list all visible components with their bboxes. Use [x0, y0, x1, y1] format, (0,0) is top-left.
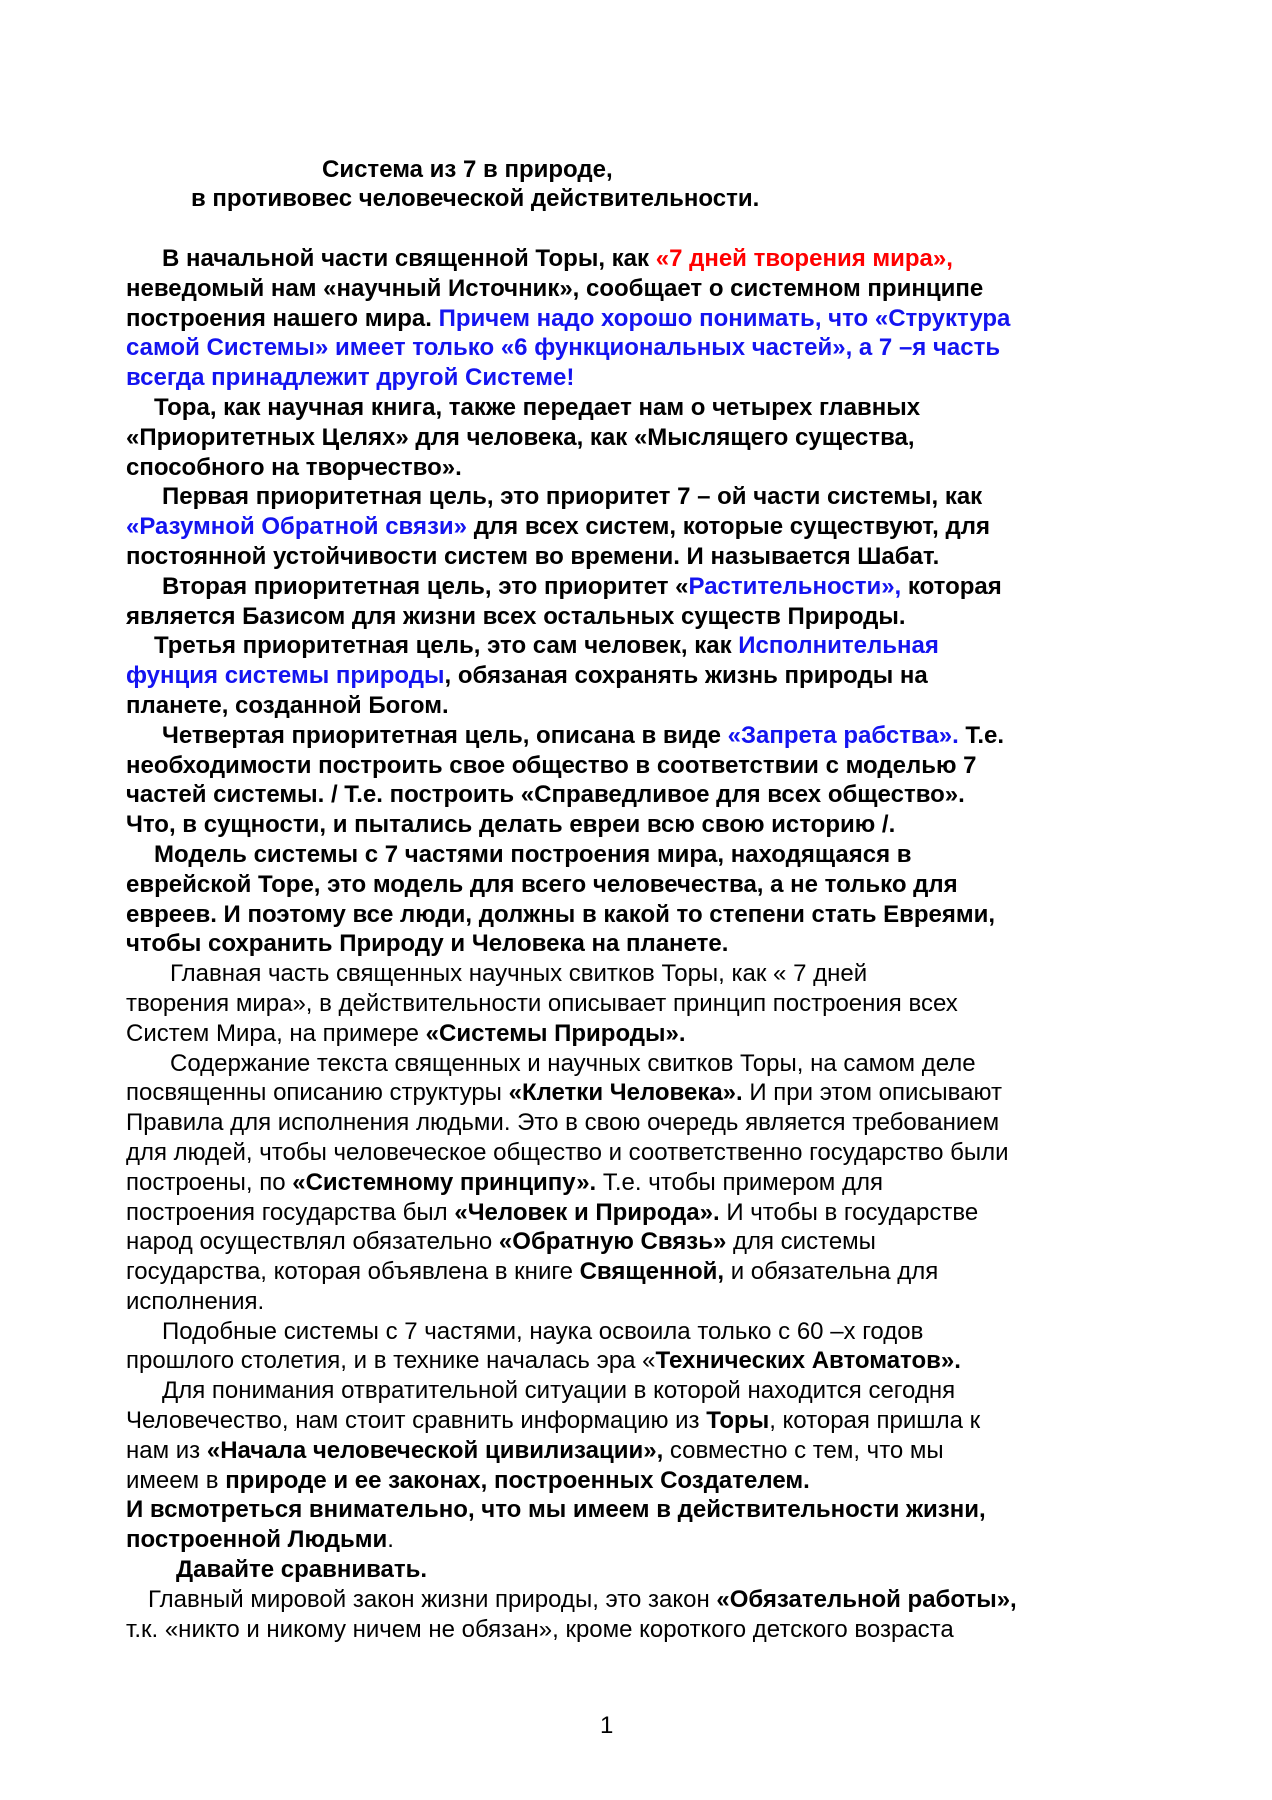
document-title-line-2: в противовес человеческой действительности.	[191, 185, 760, 212]
blue-highlight-text: Исполнительная	[738, 632, 939, 660]
text-line	[126, 1495, 1226, 1525]
bold-text: планете, созданной Богом.	[126, 691, 449, 719]
text-line	[126, 840, 1226, 870]
text-line	[126, 1585, 1226, 1615]
red-highlight-text: «7 дней творения мира»,	[655, 245, 953, 272]
bold-text: природе и ее законах, построенных Создателем.	[225, 1466, 810, 1494]
plain-text: И при этом описывают	[742, 1079, 1002, 1107]
bold-text: , обязаная сохранять жизнь природы на	[444, 662, 928, 690]
text-line	[126, 244, 1226, 274]
bold-text: «Системы Природы».	[425, 1019, 686, 1047]
bold-text: Что, в сущности, и пытались делать евреи всю свою историю /.	[126, 811, 896, 839]
blue-highlight-text: Растительности»,	[688, 572, 902, 600]
text-line	[126, 810, 1226, 840]
text-line	[126, 1346, 1226, 1376]
bold-text: Модель системы с 7 частями построения мира, находящаяся в	[154, 840, 912, 868]
text-line	[126, 1466, 1226, 1496]
plain-text: Правила для исполнения людьми. Это в свою очередь является требованием	[126, 1109, 1000, 1137]
text-line	[126, 1078, 1226, 1108]
plain-text: .	[387, 1526, 394, 1554]
text-line	[126, 1049, 1226, 1079]
blue-highlight-text: «Разумной Обратной связи»	[126, 513, 468, 541]
bold-text: необходимости построить свое общество в соответствии с моделью 7	[126, 751, 977, 779]
text-line	[126, 1019, 1226, 1049]
blue-highlight-text: Причем надо хорошо понимать, что «Структура	[438, 304, 1011, 332]
plain-text: Содержание текста священных и научных свитков Торы, на самом деле	[170, 1049, 976, 1077]
bold-text: чтобы сохранить Природу и Человека на планете.	[126, 930, 729, 958]
bold-text: Тора, как научная книга, также передает нам о четырех главных	[154, 393, 921, 421]
text-line	[126, 1138, 1226, 1168]
text-line	[126, 1555, 1226, 1585]
plain-text: для людей, чтобы человеческое общество и соответственно государство были	[126, 1138, 1009, 1166]
bold-text: постоянной устойчивости систем во времени. И называется Шабат.	[126, 542, 940, 570]
text-line	[126, 929, 1226, 959]
text-line	[126, 512, 1226, 542]
bold-text: И всмотреться внимательно, что мы имеем в действительности жизни,	[126, 1496, 986, 1524]
plain-text: для системы	[726, 1228, 876, 1256]
text-line	[126, 1406, 1226, 1436]
text-line	[126, 1615, 1226, 1645]
text-line	[126, 363, 1226, 393]
plain-text: Систем Мира, на примере	[126, 1019, 426, 1047]
text-line	[126, 453, 1226, 483]
bold-text: частей системы. / Т.е. построить «Справедливое для всех общество».	[126, 781, 965, 809]
plain-text: построены, по	[126, 1168, 293, 1196]
text-line	[126, 1108, 1226, 1138]
plain-text: совместно с тем, что мы	[663, 1436, 944, 1464]
page-number: 1	[600, 1712, 614, 1739]
bold-text: евреев. И поэтому все люди, должны в какой то степени стать Евреями,	[126, 900, 996, 928]
plain-text: нам из	[126, 1436, 207, 1464]
text-line	[126, 900, 1226, 930]
text-line	[126, 1376, 1226, 1406]
document-title-line-1: Система из 7 в природе,	[322, 156, 613, 183]
text-line	[126, 1227, 1226, 1257]
plain-text: Главная часть священных научных свитков Торы, как « 7 дней	[170, 960, 868, 988]
bold-text: еврейской Торе, это модель для всего человечества, а не только для	[126, 870, 958, 898]
plain-text: и обязательна для	[724, 1258, 939, 1286]
bold-text: «Начала человеческой цивилизации»,	[206, 1436, 664, 1464]
text-line	[126, 304, 1226, 334]
document-body	[126, 244, 1226, 1644]
plain-text: государства, которая объявлена в книге	[126, 1258, 580, 1286]
bold-text: построенной Людьми	[126, 1526, 388, 1554]
bold-text: «Клетки Человека».	[508, 1079, 743, 1107]
text-line	[126, 661, 1226, 691]
plain-text: , которая пришла к	[769, 1407, 981, 1435]
bold-text: Давайте сравнивать.	[176, 1556, 428, 1584]
text-line	[126, 751, 1226, 781]
plain-text: имеем в	[126, 1466, 226, 1494]
plain-text: Подобные системы с 7 частями, наука освоила только с 60 –х годов	[162, 1317, 924, 1345]
blue-highlight-text: «Запрета рабства».	[727, 721, 959, 749]
text-line	[126, 393, 1226, 423]
text-line	[126, 542, 1226, 572]
bold-text: «Системному принципу».	[292, 1168, 597, 1196]
text-line	[126, 989, 1226, 1019]
blue-highlight-text: фунция системы природы	[126, 662, 445, 690]
plain-text: И чтобы в государстве	[719, 1198, 979, 1226]
bold-text: которая	[901, 572, 1002, 600]
text-line	[126, 1525, 1226, 1555]
text-line	[126, 1436, 1226, 1466]
plain-text: творения мира», в действительности описывает принцип построения всех	[126, 989, 958, 1017]
blue-highlight-text: самой Системы» имеет только «6 функциональных частей», а 7 –я часть	[126, 334, 1001, 362]
bold-text: Технических Автоматов».	[655, 1347, 961, 1375]
text-line	[126, 1317, 1226, 1347]
text-line	[126, 482, 1226, 512]
bold-text: для всех систем, которые существуют, для	[467, 513, 991, 541]
text-line	[126, 780, 1226, 810]
plain-text: исполнения.	[126, 1287, 265, 1315]
bold-text: «Обратную Связь»	[498, 1228, 727, 1256]
plain-text: посвященны описанию структуры	[126, 1079, 509, 1107]
bold-text: «Приоритетных Целях» для человека, как «Мыслящего существа,	[126, 423, 915, 451]
text-line	[126, 691, 1226, 721]
bold-text: Священной,	[579, 1258, 725, 1286]
text-line	[126, 1168, 1226, 1198]
text-line	[126, 274, 1226, 304]
text-line	[126, 1198, 1226, 1228]
bold-text: Третья приоритетная цель, это сам человек, как	[154, 632, 739, 660]
bold-text: Вторая приоритетная цель, это приоритет «	[162, 572, 689, 600]
plain-text: народ осуществлял обязательно	[126, 1228, 499, 1256]
bold-text: способного на творчество».	[126, 453, 462, 481]
plain-text: Для понимания отвратительной ситуации в которой находится сегодня	[162, 1377, 956, 1405]
text-line	[126, 721, 1226, 751]
text-line	[126, 1287, 1226, 1317]
text-line	[126, 870, 1226, 900]
text-line	[126, 959, 1226, 989]
text-line	[126, 333, 1226, 363]
bold-text: Т.е.	[958, 721, 1005, 749]
text-line	[126, 572, 1226, 602]
bold-text: «Обязательной работы»,	[716, 1585, 1017, 1613]
bold-text: Четвертая приоритетная цель, описана в виде	[162, 721, 728, 749]
blue-highlight-text: всегда принадлежит другой Системе!	[126, 364, 575, 392]
bold-text: В начальной части священной Торы, как	[162, 245, 656, 272]
bold-text: является Базисом для жизни всех остальных существ Природы.	[126, 602, 906, 630]
text-line	[126, 631, 1226, 661]
bold-text: построения нашего мира.	[126, 304, 439, 332]
plain-text: т.к. «никто и никому ничем не обязан», кроме короткого детского возраста	[126, 1615, 954, 1643]
bold-text: Первая приоритетная цель, это приоритет 7 – ой части системы, как	[162, 483, 983, 511]
plain-text: Человечество, нам стоит сравнить информацию из	[126, 1407, 707, 1435]
text-line	[126, 602, 1226, 632]
text-line	[126, 1257, 1226, 1287]
plain-text: Главный мировой закон жизни природы, это закон	[148, 1585, 717, 1613]
plain-text: построения государства был	[126, 1198, 455, 1226]
bold-text: Торы	[706, 1407, 770, 1435]
bold-text: «Человек и Природа».	[454, 1198, 720, 1226]
text-line	[126, 423, 1226, 453]
plain-text: Т.е. чтобы примером для	[596, 1168, 883, 1196]
bold-text: неведомый нам «научный Источник», сообщает о системном принципе	[126, 274, 984, 302]
plain-text: прошлого столетия, и в технике началась эра «	[126, 1347, 656, 1375]
